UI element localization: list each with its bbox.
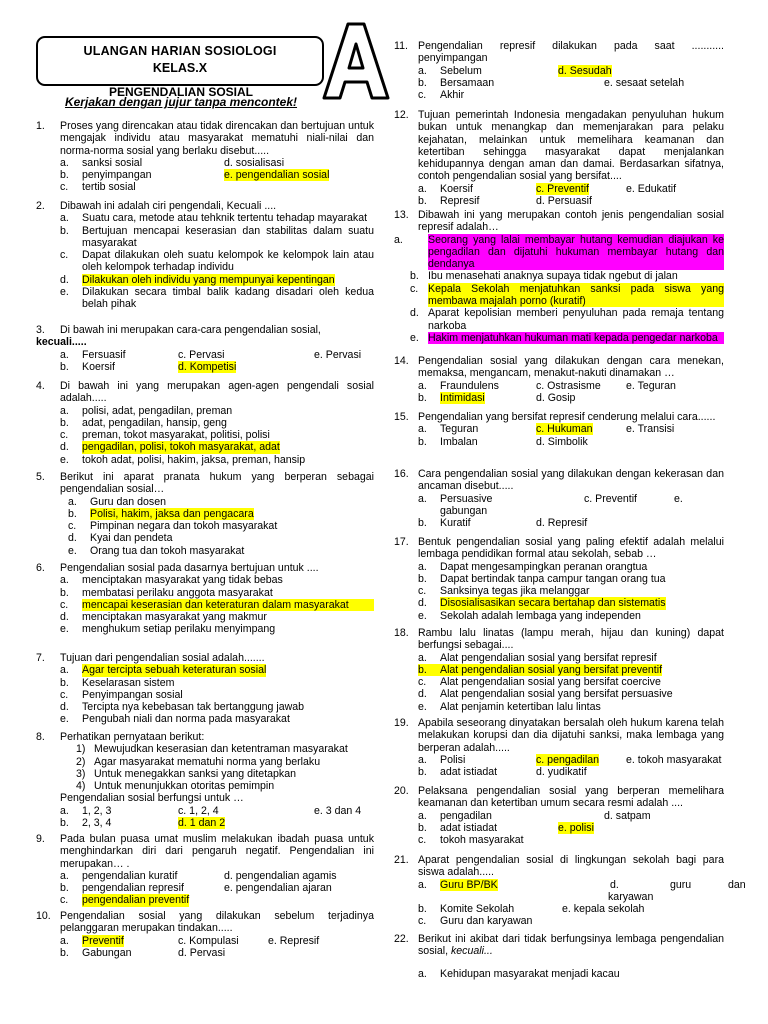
option-letter: a. <box>60 156 69 169</box>
option-letter: c. <box>60 598 69 611</box>
option-letter: b. <box>410 270 419 283</box>
option-letter: a. <box>60 664 69 677</box>
option-d-text[interactable]: karyawan <box>608 890 654 903</box>
option-e[interactable]: e. 3 dan 4 <box>314 804 362 817</box>
option-d[interactable]: d. Simbolik <box>536 435 588 448</box>
question-2 <box>36 200 374 311</box>
option-b[interactable]: adat, pengadilan, hansip, geng <box>82 416 227 429</box>
option-c-answer[interactable]: c. pengadilan <box>536 753 600 766</box>
item-number: 1) <box>76 743 86 756</box>
option-letter: c. <box>60 688 69 701</box>
question-text-except: kecuali..... <box>36 336 87 349</box>
option-d[interactable]: d. Persuasif <box>536 195 592 208</box>
option-b[interactable]: membatasi perilaku anggota masyarakat <box>82 586 273 599</box>
option-b[interactable]: Koersif <box>82 360 115 373</box>
question-text: Pengendalian yang bersifat represif cenderung melalui cara...... <box>418 411 716 423</box>
question-number: 18. <box>394 627 409 639</box>
option-letter: b. <box>60 676 69 689</box>
option-e-highlight[interactable]: Hakim menjatuhkan hukuman mati kepada pengedar narkoba <box>428 332 724 344</box>
option-letter: c. <box>418 834 427 847</box>
exam-class: KELAS.X <box>152 61 208 76</box>
option-e-text[interactable]: gabungan <box>440 504 488 517</box>
option-letter: d. <box>60 273 69 286</box>
option-b[interactable]: Imbalan <box>440 435 478 448</box>
question-number: 2. <box>36 200 45 212</box>
question-20 <box>394 785 724 846</box>
option-letter: e. <box>60 623 69 636</box>
option-letter: b. <box>60 817 69 830</box>
question-number: 20. <box>394 785 409 797</box>
option-a[interactable]: Fersuasif <box>82 348 126 361</box>
item-number: 4) <box>76 780 86 793</box>
question-number: 4. <box>36 380 45 392</box>
option-e-answer[interactable]: e. polisi <box>558 821 594 834</box>
option-letter: b. <box>60 224 69 237</box>
option-letter: c. <box>418 585 427 598</box>
question-number: 9. <box>36 833 45 845</box>
option-letter: b. <box>60 416 69 429</box>
option-a[interactable]: Polisi <box>440 753 466 766</box>
question-text: Dibawah ini adalah ciri pengendali, Kecuali .... <box>60 200 277 212</box>
option-c[interactable]: Akhir <box>440 89 465 102</box>
option-c-answer[interactable]: c. Preventif <box>536 182 589 195</box>
option-c[interactable]: c. 1, 2, 4 <box>178 804 219 817</box>
question-number: 12. <box>394 109 409 121</box>
option-c[interactable]: Guru dan karyawan <box>440 915 533 928</box>
option-d-text[interactable]: dan <box>728 878 746 891</box>
question-number: 14. <box>394 355 409 367</box>
option-letter: b. <box>60 882 69 895</box>
question-text: Apabila seseorang dinyatakan bersalah oleh hukum karena telah melakukan korupsi dan dia dijatuhi sanksi, maka lembaga yang berperan adalah..... <box>418 717 724 754</box>
option-c-answer[interactable]: mencapai keserasian dan keteraturan dalam masyarakat <box>82 599 374 611</box>
option-b-answer[interactable]: Polisi, hakim, jaksa dan pengacara <box>90 507 254 520</box>
question-number: 3. <box>36 324 45 336</box>
option-letter: c. <box>60 894 69 907</box>
option-letter: b. <box>418 821 427 834</box>
option-d-answer[interactable]: d. Kompetisi <box>178 360 237 373</box>
option-letter: d. <box>60 441 69 454</box>
option-c[interactable]: Pimpinan negara dan tokoh masyarakat <box>90 520 278 533</box>
option-letter: c. <box>60 249 69 262</box>
item-number: 3) <box>76 767 86 780</box>
option-letter: a. <box>60 574 69 587</box>
option-letter: b. <box>60 946 69 959</box>
option-letter: d. <box>418 688 427 701</box>
title-box <box>36 36 324 86</box>
statement-item: Agar masyarakat mematuhi norma yang berlaku <box>94 755 321 768</box>
option-a[interactable]: Koersif <box>440 182 473 195</box>
option-b[interactable]: 2, 3, 4 <box>82 817 112 830</box>
option-letter: d. <box>60 611 69 624</box>
option-d[interactable]: d. <box>610 878 619 891</box>
option-letter: b. <box>418 435 427 448</box>
question-text: Berikut ini akibat dari tidak berfungsinya lembaga pengendalian sosial, <box>418 933 724 958</box>
option-letter: a. <box>418 651 427 664</box>
question-text: Rambu lalu linatas (lampu merah, hijau dan kuning) dapat berfungsi sebagai.... <box>418 627 724 652</box>
question-text: Pengendalian sosial yang dilakukan sebelum terjadinya pelanggaran merupakan tindakan..... <box>60 910 374 935</box>
option-e[interactable]: e. sesaat setelah <box>604 76 685 89</box>
statement-item: Untuk menunjukkan otoritas pemimpin <box>94 780 275 793</box>
question-13 <box>394 209 724 344</box>
option-letter: c. <box>418 89 427 102</box>
option-c[interactable]: Penyimpangan sosial <box>82 688 183 701</box>
option-d[interactable]: d. Gosip <box>536 391 576 404</box>
option-letter: d. <box>68 532 77 545</box>
statement-item: Untuk menegakkan sanksi yang ditetapkan <box>94 767 296 780</box>
question-number: 6. <box>36 562 45 574</box>
question-17 <box>394 536 724 622</box>
question-text: Berikut ini aparat pranata hukum yang berperan sebagai pengendalian sosial… <box>60 471 374 496</box>
option-e[interactable]: e. pengendalian ajaran <box>224 882 332 895</box>
question-number: 1. <box>36 120 45 132</box>
question-text: Di bawah ini yang merupakan agen-agen pengendali sosial adalah..... <box>60 380 374 405</box>
option-e[interactable]: Alat penjamin ketertiban lalu lintas <box>440 700 601 713</box>
statement-item: Mewujudkan keserasian dan ketentraman masyarakat <box>94 743 348 756</box>
option-letter: c. <box>418 676 427 689</box>
option-letter: a. <box>60 804 69 817</box>
question-12 <box>394 109 724 207</box>
option-letter: b. <box>418 664 440 676</box>
option-c[interactable]: tokoh masyarakat <box>440 834 524 847</box>
question-6 <box>36 562 374 636</box>
option-b[interactable]: pengendalian represif <box>82 882 184 895</box>
question-number: 21. <box>394 854 409 866</box>
option-c[interactable]: Dapat dilakukan oleh suatu kelompok ke kelompok lain atau oleh kelompok terhadap individu <box>82 249 374 274</box>
question-text: Tujuan pemerintah Indonesia mengadakan penyuluhan hukum bukan untuk menangkap dan memenjarakan para pelaku kejahatan, melainkan untuk memelihara keamanan dan ketertiban sehingga masyarakat dapat menjalankan kehidupannya dengan aman dan damai. Berdasarkan sifatnya, contoh pengendalian sosial yang bersifat.... <box>418 109 724 183</box>
question-text: Pengendalian sosial yang dilakukan dengan cara menekan, memaksa, mengancam, menakut-nakuti dinamakan … <box>418 355 724 380</box>
option-e[interactable]: e. Represif <box>268 934 320 947</box>
option-letter: e. <box>60 453 69 466</box>
option-letter: a. <box>418 182 427 195</box>
question-number: 11. <box>394 40 408 52</box>
option-d[interactable]: d. satpam <box>604 809 651 822</box>
question-3 <box>36 324 374 373</box>
option-letter: b. <box>418 572 427 585</box>
option-letter: a. <box>418 379 427 392</box>
option-d[interactable]: Kyai dan pendeta <box>90 532 173 545</box>
option-b[interactable]: Ibu menasehati anaknya supaya tidak ngebut di jalan <box>428 270 678 283</box>
question-text: Pelaksana pengendalian sosial yang berperan memelihara keamanan dan ketertiban umum secara resmi adalah .... <box>418 785 724 810</box>
question-text: Pengendalian sosial pada dasarnya bertujuan untuk .... <box>60 562 319 574</box>
option-d-answer[interactable]: pengadilan, polisi, tokoh masyarakat, adat <box>82 441 280 454</box>
option-a[interactable]: Alat pengendalian sosial yang bersifat represif <box>440 651 657 664</box>
option-c-answer[interactable]: pengendalian preventif <box>82 894 190 907</box>
question-number: 16. <box>394 468 409 480</box>
option-b-answer[interactable]: Alat pengendalian sosial yang bersifat preventif <box>440 663 663 676</box>
option-a[interactable]: Guru dan dosen <box>90 495 166 508</box>
option-b[interactable]: penyimpangan <box>82 169 152 182</box>
option-b[interactable]: Kuratif <box>440 517 471 530</box>
question-text: Aparat pengendalian sosial di lingkungan sekolah bagi para siswa adalah..... <box>418 854 724 879</box>
question-14 <box>394 355 724 404</box>
option-letter: a. <box>394 233 403 246</box>
question-number: 10. <box>36 910 51 922</box>
option-a[interactable]: Teguran <box>440 423 479 436</box>
option-letter: b. <box>418 391 427 404</box>
option-letter: b. <box>418 903 427 916</box>
question-text: Bentuk pengendalian sosial yang paling efektif adalah melalui lembaga pendidikan formal atau sekolah, sebab … <box>418 536 724 561</box>
question-22 <box>394 933 724 980</box>
question-11 <box>394 40 724 101</box>
option-letter: b. <box>418 195 427 208</box>
option-letter: a. <box>60 869 69 882</box>
question-number: 13. <box>394 209 409 221</box>
option-letter: b. <box>418 517 427 530</box>
option-a[interactable]: pengadilan <box>440 809 492 822</box>
option-a-answer[interactable]: Agar tercipta sebuah keteraturan sosial <box>82 664 267 677</box>
option-d-answer[interactable]: Disosialisasikan secara bertahap dan sistematis <box>440 597 666 610</box>
question-number: 5. <box>36 471 45 483</box>
option-e[interactable]: Pengubah niali dan norma pada masyarakat <box>82 713 290 726</box>
option-c[interactable]: tertib sosial <box>82 181 136 194</box>
option-a[interactable]: Suatu cara, metode atau tehknik tertentu tehadap mayarakat <box>82 212 368 225</box>
option-letter: c. <box>60 181 69 194</box>
option-letter: c. <box>410 282 419 295</box>
option-a[interactable]: Sebelum <box>440 64 482 77</box>
option-a[interactable]: 1, 2, 3 <box>82 804 112 817</box>
question-number: 7. <box>36 652 45 664</box>
question-18 <box>394 627 724 713</box>
option-e[interactable]: e. Edukatif <box>626 182 677 195</box>
question-4 <box>36 380 374 466</box>
question-8 <box>36 731 374 829</box>
option-b[interactable]: Bersamaan <box>440 76 495 89</box>
option-b[interactable]: adat istiadat <box>440 766 498 779</box>
option-e[interactable]: e. <box>674 492 683 505</box>
option-letter: c. <box>60 429 69 442</box>
option-letter: b. <box>60 360 69 373</box>
option-letter: a. <box>68 495 77 508</box>
option-b[interactable]: adat istiadat <box>440 821 498 834</box>
item-number: 2) <box>76 755 86 768</box>
option-c[interactable]: c. Pervasi <box>178 348 225 361</box>
option-d[interactable]: Tercipta nya kebebasan tak bertanggung jawab <box>82 701 305 714</box>
option-e[interactable]: Dilakukan secara timbal balik kadang disadari oleh kedua belah pihak <box>82 286 374 311</box>
option-b[interactable]: Komite Sekolah <box>440 903 515 916</box>
option-letter: e. <box>418 609 427 622</box>
option-c[interactable]: preman, tokot masyarakat, politisi, polisi <box>82 429 270 442</box>
question-number: 17. <box>394 536 409 548</box>
question-16 <box>394 468 724 529</box>
option-letter: a. <box>418 560 427 573</box>
option-d-text[interactable]: guru <box>670 878 692 891</box>
option-a[interactable]: pengendalian kuratif <box>82 869 178 882</box>
question-1 <box>36 120 374 194</box>
option-e[interactable]: e. tokoh masyarakat <box>626 753 722 766</box>
question-number: 8. <box>36 731 45 743</box>
option-letter: e. <box>60 286 69 299</box>
letter-a-logo <box>322 20 390 100</box>
option-d[interactable]: Alat pengendalian sosial yang bersifat persuasive <box>440 688 673 701</box>
option-e[interactable]: tokoh adat, polisi, hakim, jaksa, preman, hansip <box>82 453 306 466</box>
question-text: Pengendalian represif dilakukan pada saat ........... penyimpangan <box>418 40 724 65</box>
option-c[interactable]: Sanksinya tegas jika melanggar <box>440 585 590 598</box>
option-letter: c. <box>68 520 77 533</box>
option-letter: a. <box>418 753 427 766</box>
option-d-answer[interactable]: Dilakukan oleh individu yang mempunyai kepentingan <box>82 273 335 286</box>
option-d[interactable]: d. sosialisasi <box>224 156 285 169</box>
option-e[interactable]: menghukum setiap perilaku menyimpang <box>82 623 276 636</box>
option-d[interactable]: menciptakan masyarakat yang makmur <box>82 611 267 624</box>
option-letter: a. <box>418 423 427 436</box>
option-d-answer[interactable]: d. Sesudah <box>558 64 612 77</box>
option-a[interactable]: polisi, adat, pengadilan, preman <box>82 404 233 417</box>
option-a-answer[interactable]: Guru BP/BK <box>440 878 498 891</box>
option-d-answer[interactable]: d. 1 dan 2 <box>178 817 226 830</box>
option-c[interactable]: c. Preventif <box>584 492 637 505</box>
option-a[interactable]: menciptakan masyarakat yang tidak bebas <box>82 574 283 587</box>
option-letter: d. <box>60 701 69 714</box>
option-d[interactable]: d. yudikatif <box>536 766 587 779</box>
question-15 <box>394 411 724 448</box>
option-letter: a. <box>418 492 427 505</box>
question-21 <box>394 854 746 928</box>
option-letter: c. <box>418 915 427 928</box>
option-a[interactable]: Persuasive <box>440 492 493 505</box>
option-d[interactable]: d. pengendalian agamis <box>224 869 337 882</box>
question-text: Di bawah ini merupakan cara-cara pengendalian sosial, <box>60 324 321 336</box>
question-text: Cara pengendalian sosial yang dilakukan dengan kekerasan dan ancaman disebut..... <box>418 468 724 493</box>
question-5 <box>36 471 374 557</box>
question-text-except: kecuali... <box>450 945 493 958</box>
option-letter: d. <box>410 307 419 320</box>
question-9 <box>36 833 374 907</box>
option-letter: b. <box>418 76 427 89</box>
option-e[interactable]: e. Pervasi <box>314 348 362 361</box>
option-letter: b. <box>68 507 77 520</box>
option-a[interactable]: Dapat mengesampingkan peranan orangtua <box>440 560 648 573</box>
option-d[interactable]: Aparat kepolisian memberi penyuluhan pada remaja tentang narkoba <box>428 307 724 332</box>
option-letter: a. <box>60 212 69 225</box>
option-c[interactable]: c. Ostrasisme <box>536 379 601 392</box>
option-a[interactable]: Kehidupan masyarakat menjadi kacau <box>440 967 620 980</box>
question-text: Proses yang direncakan atau tidak direncakan dan bertujuan untuk mengajak individu atau masyarakat mematuhi niali-nilai dan norma-norma sosial yang berlaku disebut..... <box>60 120 374 157</box>
question-number: 19. <box>394 717 409 729</box>
option-e[interactable]: e. Teguran <box>626 379 676 392</box>
question-text: Tujuan dari pengendalian sosial adalah....... <box>60 652 265 664</box>
question-number: 15. <box>394 411 409 423</box>
option-c[interactable]: Alat pengendalian sosial yang bersifat coercive <box>440 676 661 689</box>
question-10 <box>36 910 374 959</box>
option-letter: a. <box>418 878 427 891</box>
exam-title: ULANGAN HARIAN SOSIOLOGI <box>83 44 277 58</box>
option-b[interactable]: Keselarasan sistem <box>82 676 175 689</box>
option-c[interactable]: c. Kompulasi <box>178 934 239 947</box>
question-text: Pada bulan puasa umat muslim melakukan ibadah puasa untuk menghindarkan diri dari pengaruh negatif. Pengendalian ini merupakan… . <box>60 833 374 870</box>
option-a-highlight[interactable]: Seorang yang lalai membayar hutang kemudian diajukan ke pengadilan dan dijatuhi hukuman membayar hutang dan dendanya <box>428 233 724 271</box>
question-number: 22. <box>394 933 409 945</box>
option-a-answer[interactable]: Preventif <box>82 934 124 947</box>
option-c-highlight[interactable]: Kepala Sekolah menjatuhkan sanksi pada siswa yang membawa majalah porno (kuratif) <box>428 282 724 308</box>
option-e[interactable]: Orang tua dan tokoh masyarakat <box>90 544 245 557</box>
option-letter: e. <box>410 331 419 344</box>
question-19 <box>394 717 724 778</box>
option-e[interactable]: Sekolah adalah lembaga yang independen <box>440 609 641 622</box>
option-e-answer[interactable]: e. pengendalian sosial <box>224 169 330 182</box>
option-b[interactable]: Represif <box>440 195 480 208</box>
option-d[interactable]: d. Represif <box>536 517 588 530</box>
option-c-answer[interactable]: c. Hukuman <box>536 423 593 436</box>
option-letter: a. <box>60 404 69 417</box>
option-e[interactable]: e. Transisi <box>626 423 675 436</box>
option-b[interactable]: Dapat bertindak tanpa campur tangan orang tua <box>440 572 666 585</box>
option-a[interactable]: Fraundulens <box>440 379 499 392</box>
option-letter: a. <box>418 809 427 822</box>
option-b[interactable]: Bertujuan mencapai keserasian dan stabilitas dalam suatu masyarakat <box>82 224 374 249</box>
option-letter: b. <box>60 169 69 182</box>
option-b-answer[interactable]: Intimidasi <box>440 391 485 404</box>
question-7 <box>36 652 374 726</box>
question-text: Dibawah ini yang merupakan contoh jenis pengendalian sosial represif adalah… <box>418 209 724 234</box>
option-letter: e. <box>60 713 69 726</box>
subject-title: PENGENDALIAN SOSIAL <box>108 85 253 99</box>
option-letter: a. <box>418 967 427 980</box>
question-subtext: Pengendalian sosial berfungsi untuk … <box>60 792 244 805</box>
option-b[interactable]: Gabungan <box>82 946 132 959</box>
option-letter: d. <box>418 597 427 610</box>
option-letter: b. <box>418 766 427 779</box>
option-e[interactable]: e. kepala sekolah <box>562 903 645 916</box>
option-a[interactable]: sanksi sosial <box>82 156 143 169</box>
option-d[interactable]: d. Pervasi <box>178 946 226 959</box>
option-letter: a. <box>60 348 69 361</box>
option-letter: b. <box>60 586 69 599</box>
option-letter: a. <box>418 64 427 77</box>
option-letter: e. <box>418 700 427 713</box>
instruction: Kerjakan dengan jujur tanpa mencontek! <box>64 95 298 109</box>
question-text: Perhatikan pernyataan berikut: <box>60 731 205 743</box>
option-letter: a. <box>60 934 69 947</box>
option-letter: e. <box>68 544 77 557</box>
